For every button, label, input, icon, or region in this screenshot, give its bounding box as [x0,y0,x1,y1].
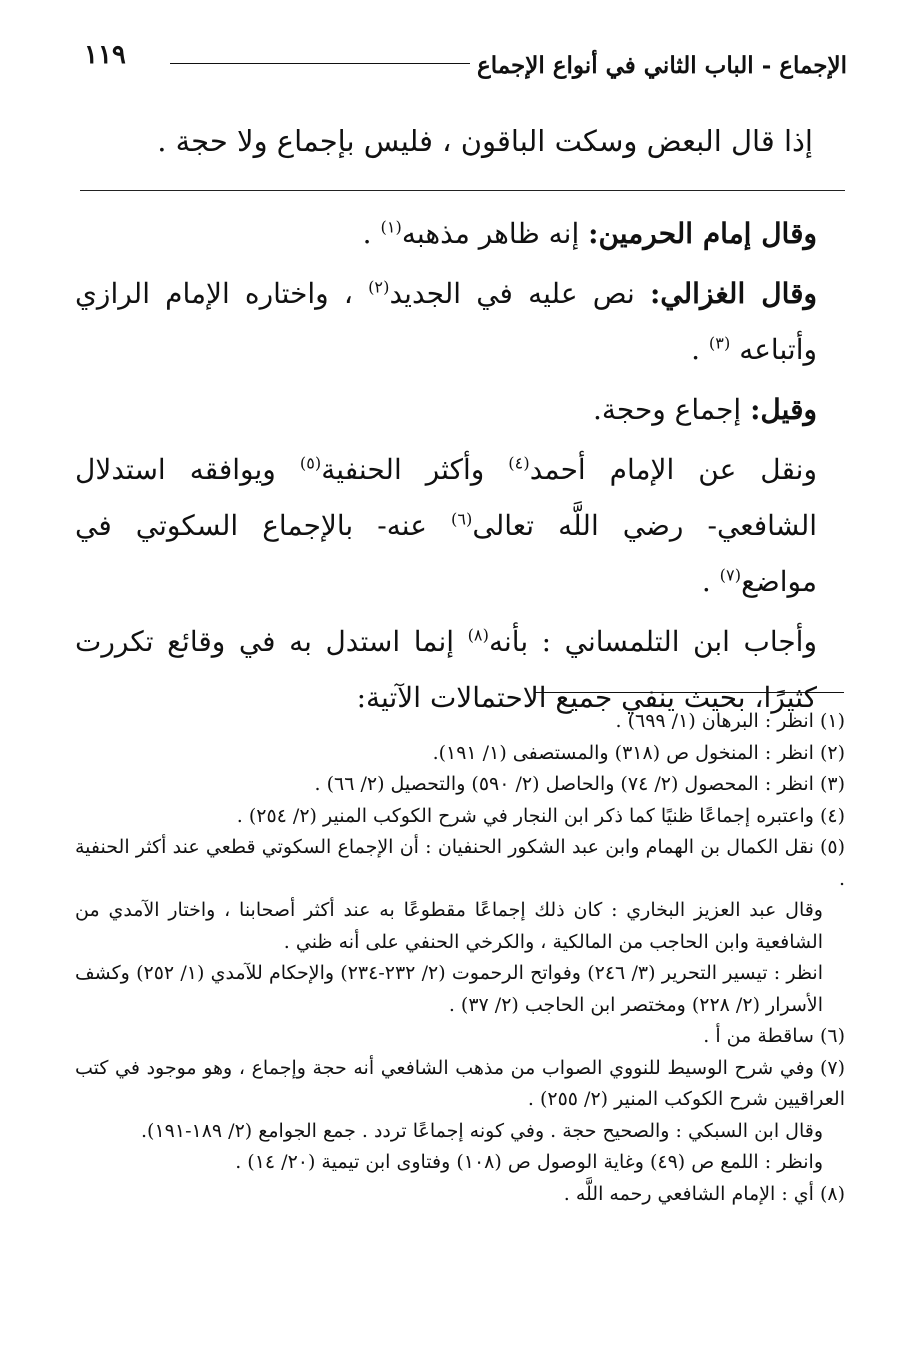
footnote-ref-7[interactable]: (٧) [719,565,742,585]
footnote-1 [75,706,845,738]
footnote-number: (٦) [819,1025,845,1047]
footnote-ref-3[interactable]: (٣) [708,333,731,353]
footnote-5 [75,832,845,895]
paragraph-text: وأكثر الحنفية [321,453,509,486]
paragraph-text: نص عليه في الجديد [389,277,650,310]
section-divider [80,190,845,191]
paragraph-qil [75,382,845,438]
footnote-text: انظر : المحصول (٢/ ٧٤) والحاصل (٢/ ٥٩٠) والتحصيل (٢/ ٦٦) . [314,773,814,795]
footnote-ref-2[interactable]: (٢) [368,277,390,297]
footnotes [75,706,845,1210]
footnote-text: انظر : البرهان (١/ ٦٩٩) . [615,710,814,732]
footnote-text: واعتبره إجماعًا ظنيًا كما ذكر ابن النجار في شرح الكوكب المنير (٢/ ٢٥٤) . [236,804,814,827]
main-text [75,206,845,730]
page-number: ١١٩ [84,40,126,70]
footnote-ref-4[interactable]: (٤) [508,453,530,473]
footnote-text: وفي شرح الوسيط للنووي الصواب من مذهب الشافعي أنه حجة وإجماع ، وهو موجود في كتب العراقيين شرح الكوكب المنير (٢/ ٢٥٥) . [75,1056,845,1110]
footnote-text: نقل الكمال بن الهمام وابن عبد الشكور الحنفيان : أن الإجماع السكوتي قطعي عند أكثر الحنفية . [75,836,845,890]
paragraph-text: ويوافقه استدلال الشافعي- رضي اللَّه تعالى [75,453,818,542]
footnote-4 [75,801,845,833]
paragraph-tail: . [691,333,709,366]
running-title: الإجماع - الباب الثاني في أنواع الإجماع [477,52,847,79]
paragraph-text: إجماع وحجة. [592,393,751,426]
footnote-number: (٤) [819,804,845,827]
footnote-ref-5[interactable]: (٥) [299,453,322,473]
paragraph-text: إنما استدل به في وقائع تكررت كثيرًا، بحيث ينفي جميع الاحتمالات الآتية: [75,625,817,714]
footnote-ref-6[interactable]: (٦) [450,509,473,529]
footnote-number: (٢) [819,741,845,764]
footnote-ref-1[interactable]: (١) [380,217,402,237]
footnote-7-continuation: وقال ابن السبكي : والصحيح حجة . وفي كونه إجماعًا تردد . جمع الجوامع (٢/ ١٨٩-١٩١). [141,1119,823,1142]
footnote-5-continuation: وقال عبد العزيز البخاري : كان ذلك إجماعًا مقطوعًا به عند أكثر أصحابنا ، واختار الآمدي من الشافعية وابن الحاجب من المالكية ، والكرخي الحنفي على أنه ظني . [75,899,823,953]
footnote-rule [534,692,844,693]
footnote-text: أي : الإمام الشافعي رحمه اللَّه . [563,1182,814,1205]
paragraph-ghazali [75,266,845,378]
footnote-number: (٣) [819,773,845,795]
footnote-7-references: وانظر : اللمع ص (٤٩) وغاية الوصول ص (١٠٨) وفتاوى ابن تيمية (٢٠/ ١٤) . [235,1151,823,1173]
footnote-3 [75,769,845,801]
footnote-8 [75,1179,845,1211]
paragraph-ahmad [75,442,845,610]
paragraph-text: إنه ظاهر مذهبه [401,217,589,250]
paragraph-tail: . [701,565,720,598]
paragraph-text: ، واختاره الإمام الرازي وأتباعه [75,277,817,366]
paragraph-imam-haramayn [75,206,845,262]
paragraph-text: عنه- بالإجماع السكوتي في مواضع [75,509,817,598]
footnote-number: (٧) [819,1056,845,1079]
footnote-2 [75,738,845,770]
footnote-number: (٨) [819,1182,845,1205]
footnote-ref-8[interactable]: (٨) [467,625,489,645]
footnote-number: (١) [819,710,845,732]
top-line: إذا قال البعض وسكت الباقون ، فليس بإجماع ولا حجة . [157,124,813,158]
paragraph-text: وأجاب ابن التلمساني : بأنه [488,625,817,658]
paragraph-tail: . [362,217,381,250]
footnote-6 [75,1021,845,1053]
paragraph-text: ونقل عن الإمام أحمد [529,453,817,486]
footnote-text: ساقطة من أ . [703,1025,814,1047]
paragraph-lead: وقال الغزالي: [649,277,818,310]
header-rule [170,63,470,64]
paragraph-lead: وقيل: [750,393,817,426]
footnote-5-references: انظر : تيسير التحرير (٣/ ٢٤٦) وفواتح الرحموت (٢/ ٢٣٢-٢٣٤) والإحكام للآمدي (١/ ٢٥٢) وكشف الأسرار (٢/ ٢٢٨) ومختصر ابن الحاجب (٢/ ٣٧) . [75,962,823,1016]
footnote-number: (٥) [819,836,845,858]
paragraph-lead: وقال إمام الحرمين: [588,217,817,250]
footnote-7 [75,1053,845,1116]
footnote-text: انظر : المنخول ص (٣١٨) والمستصفى (١/ ١٩١). [432,741,814,764]
